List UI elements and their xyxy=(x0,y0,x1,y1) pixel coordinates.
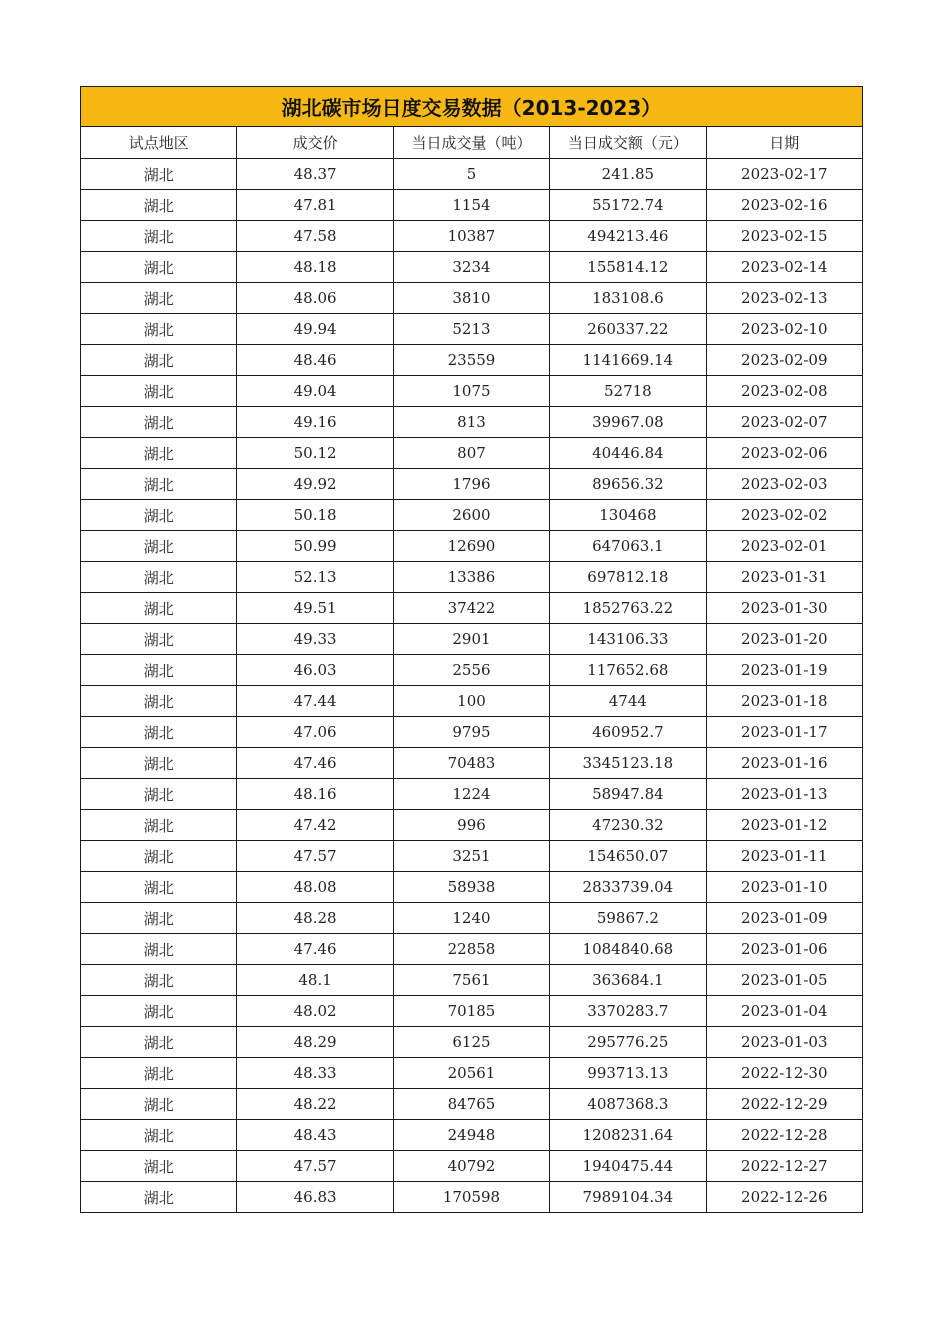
cell-volume: 23559 xyxy=(393,345,549,376)
cell-turnover: 1208231.64 xyxy=(550,1120,706,1151)
cell-turnover: 241.85 xyxy=(550,159,706,190)
cell-volume: 70185 xyxy=(393,996,549,1027)
cell-volume: 2600 xyxy=(393,500,549,531)
cell-date: 2023-01-10 xyxy=(706,872,862,903)
cell-date: 2023-02-13 xyxy=(706,283,862,314)
cell-region: 湖北 xyxy=(81,1182,237,1213)
cell-region: 湖北 xyxy=(81,624,237,655)
table-row xyxy=(81,748,863,779)
cell-region: 湖北 xyxy=(81,934,237,965)
cell-price: 46.83 xyxy=(237,1182,393,1213)
cell-volume: 22858 xyxy=(393,934,549,965)
cell-date: 2023-01-05 xyxy=(706,965,862,996)
cell-turnover: 697812.18 xyxy=(550,562,706,593)
cell-price: 48.06 xyxy=(237,283,393,314)
cell-turnover: 363684.1 xyxy=(550,965,706,996)
cell-price: 49.51 xyxy=(237,593,393,624)
cell-region: 湖北 xyxy=(81,438,237,469)
cell-volume: 10387 xyxy=(393,221,549,252)
table-row xyxy=(81,903,863,934)
cell-volume: 20561 xyxy=(393,1058,549,1089)
cell-turnover: 39967.08 xyxy=(550,407,706,438)
cell-region: 湖北 xyxy=(81,1089,237,1120)
table-row xyxy=(81,996,863,1027)
cell-turnover: 295776.25 xyxy=(550,1027,706,1058)
table-row xyxy=(81,717,863,748)
table-row xyxy=(81,438,863,469)
cell-price: 49.94 xyxy=(237,314,393,345)
cell-date: 2022-12-30 xyxy=(706,1058,862,1089)
cell-volume: 84765 xyxy=(393,1089,549,1120)
cell-volume: 170598 xyxy=(393,1182,549,1213)
cell-price: 48.37 xyxy=(237,159,393,190)
cell-volume: 1224 xyxy=(393,779,549,810)
cell-price: 48.02 xyxy=(237,996,393,1027)
table-row xyxy=(81,531,863,562)
cell-date: 2023-02-07 xyxy=(706,407,862,438)
table-row xyxy=(81,500,863,531)
cell-region: 湖北 xyxy=(81,1120,237,1151)
cell-volume: 37422 xyxy=(393,593,549,624)
cell-date: 2023-02-16 xyxy=(706,190,862,221)
table-row xyxy=(81,345,863,376)
cell-region: 湖北 xyxy=(81,1058,237,1089)
cell-volume: 1240 xyxy=(393,903,549,934)
cell-date: 2022-12-26 xyxy=(706,1182,862,1213)
cell-price: 48.18 xyxy=(237,252,393,283)
cell-region: 湖北 xyxy=(81,407,237,438)
cell-turnover: 3345123.18 xyxy=(550,748,706,779)
cell-turnover: 647063.1 xyxy=(550,531,706,562)
cell-turnover: 40446.84 xyxy=(550,438,706,469)
cell-date: 2023-02-17 xyxy=(706,159,862,190)
cell-date: 2023-01-17 xyxy=(706,717,862,748)
cell-price: 47.58 xyxy=(237,221,393,252)
table-row xyxy=(81,686,863,717)
cell-date: 2022-12-27 xyxy=(706,1151,862,1182)
cell-date: 2023-01-04 xyxy=(706,996,862,1027)
header-volume: 当日成交量（吨） xyxy=(393,127,549,159)
cell-date: 2023-02-03 xyxy=(706,469,862,500)
cell-region: 湖北 xyxy=(81,686,237,717)
cell-turnover: 47230.32 xyxy=(550,810,706,841)
table-row xyxy=(81,1120,863,1151)
cell-price: 46.03 xyxy=(237,655,393,686)
cell-turnover: 89656.32 xyxy=(550,469,706,500)
cell-price: 48.22 xyxy=(237,1089,393,1120)
cell-turnover: 2833739.04 xyxy=(550,872,706,903)
cell-region: 湖北 xyxy=(81,500,237,531)
cell-region: 湖北 xyxy=(81,562,237,593)
table-row xyxy=(81,1182,863,1213)
cell-date: 2023-02-01 xyxy=(706,531,862,562)
cell-price: 50.99 xyxy=(237,531,393,562)
cell-turnover: 155814.12 xyxy=(550,252,706,283)
cell-volume: 40792 xyxy=(393,1151,549,1182)
cell-price: 48.29 xyxy=(237,1027,393,1058)
cell-region: 湖北 xyxy=(81,531,237,562)
trade-data-table xyxy=(80,126,863,1213)
cell-turnover: 993713.13 xyxy=(550,1058,706,1089)
sheet-title: 湖北碳市场日度交易数据（2013-2023） xyxy=(80,86,863,126)
cell-region: 湖北 xyxy=(81,996,237,1027)
cell-volume: 1075 xyxy=(393,376,549,407)
cell-region: 湖北 xyxy=(81,283,237,314)
cell-price: 48.16 xyxy=(237,779,393,810)
cell-date: 2023-02-08 xyxy=(706,376,862,407)
table-row xyxy=(81,469,863,500)
cell-date: 2023-01-06 xyxy=(706,934,862,965)
cell-price: 49.04 xyxy=(237,376,393,407)
cell-region: 湖北 xyxy=(81,717,237,748)
cell-price: 49.92 xyxy=(237,469,393,500)
cell-volume: 9795 xyxy=(393,717,549,748)
cell-turnover: 494213.46 xyxy=(550,221,706,252)
cell-volume: 7561 xyxy=(393,965,549,996)
cell-date: 2023-01-16 xyxy=(706,748,862,779)
cell-region: 湖北 xyxy=(81,872,237,903)
cell-volume: 2556 xyxy=(393,655,549,686)
cell-volume: 12690 xyxy=(393,531,549,562)
cell-date: 2023-01-18 xyxy=(706,686,862,717)
cell-volume: 100 xyxy=(393,686,549,717)
cell-price: 47.42 xyxy=(237,810,393,841)
table-row xyxy=(81,283,863,314)
cell-region: 湖北 xyxy=(81,252,237,283)
cell-region: 湖北 xyxy=(81,841,237,872)
header-region: 试点地区 xyxy=(81,127,237,159)
cell-volume: 13386 xyxy=(393,562,549,593)
cell-volume: 3234 xyxy=(393,252,549,283)
cell-date: 2023-01-20 xyxy=(706,624,862,655)
cell-date: 2023-02-02 xyxy=(706,500,862,531)
cell-turnover: 460952.7 xyxy=(550,717,706,748)
table-row xyxy=(81,190,863,221)
table-row xyxy=(81,1058,863,1089)
cell-volume: 813 xyxy=(393,407,549,438)
cell-volume: 70483 xyxy=(393,748,549,779)
cell-date: 2022-12-29 xyxy=(706,1089,862,1120)
cell-price: 48.28 xyxy=(237,903,393,934)
cell-turnover: 4087368.3 xyxy=(550,1089,706,1120)
table-row xyxy=(81,841,863,872)
cell-volume: 3251 xyxy=(393,841,549,872)
cell-date: 2023-02-14 xyxy=(706,252,862,283)
table-body xyxy=(81,159,863,1213)
table-row xyxy=(81,314,863,345)
table-row xyxy=(81,1089,863,1120)
cell-region: 湖北 xyxy=(81,748,237,779)
cell-region: 湖北 xyxy=(81,345,237,376)
table-row xyxy=(81,810,863,841)
header-turnover: 当日成交额（元） xyxy=(550,127,706,159)
cell-turnover: 117652.68 xyxy=(550,655,706,686)
cell-date: 2023-02-15 xyxy=(706,221,862,252)
cell-turnover: 143106.33 xyxy=(550,624,706,655)
cell-turnover: 4744 xyxy=(550,686,706,717)
cell-turnover: 130468 xyxy=(550,500,706,531)
cell-price: 47.06 xyxy=(237,717,393,748)
cell-region: 湖北 xyxy=(81,593,237,624)
cell-price: 48.46 xyxy=(237,345,393,376)
table-row xyxy=(81,655,863,686)
cell-volume: 58938 xyxy=(393,872,549,903)
table-row xyxy=(81,562,863,593)
cell-date: 2023-02-10 xyxy=(706,314,862,345)
table-row xyxy=(81,1151,863,1182)
cell-date: 2023-02-09 xyxy=(706,345,862,376)
cell-date: 2023-01-30 xyxy=(706,593,862,624)
cell-volume: 1796 xyxy=(393,469,549,500)
cell-price: 50.18 xyxy=(237,500,393,531)
table-row xyxy=(81,407,863,438)
cell-price: 47.44 xyxy=(237,686,393,717)
cell-volume: 5213 xyxy=(393,314,549,345)
cell-volume: 5 xyxy=(393,159,549,190)
cell-price: 49.16 xyxy=(237,407,393,438)
cell-date: 2023-01-12 xyxy=(706,810,862,841)
cell-price: 47.46 xyxy=(237,748,393,779)
cell-volume: 6125 xyxy=(393,1027,549,1058)
cell-date: 2023-02-06 xyxy=(706,438,862,469)
cell-region: 湖北 xyxy=(81,779,237,810)
cell-price: 47.57 xyxy=(237,1151,393,1182)
table-row xyxy=(81,1027,863,1058)
cell-turnover: 183108.6 xyxy=(550,283,706,314)
cell-volume: 24948 xyxy=(393,1120,549,1151)
cell-price: 47.57 xyxy=(237,841,393,872)
cell-turnover: 58947.84 xyxy=(550,779,706,810)
cell-price: 48.33 xyxy=(237,1058,393,1089)
cell-region: 湖北 xyxy=(81,903,237,934)
table-row xyxy=(81,593,863,624)
cell-turnover: 3370283.7 xyxy=(550,996,706,1027)
cell-region: 湖北 xyxy=(81,159,237,190)
cell-turnover: 7989104.34 xyxy=(550,1182,706,1213)
cell-region: 湖北 xyxy=(81,314,237,345)
cell-price: 47.46 xyxy=(237,934,393,965)
cell-date: 2023-01-13 xyxy=(706,779,862,810)
cell-region: 湖北 xyxy=(81,655,237,686)
cell-turnover: 1852763.22 xyxy=(550,593,706,624)
cell-turnover: 1940475.44 xyxy=(550,1151,706,1182)
cell-turnover: 52718 xyxy=(550,376,706,407)
cell-price: 47.81 xyxy=(237,190,393,221)
table-row xyxy=(81,221,863,252)
cell-region: 湖北 xyxy=(81,469,237,500)
cell-price: 49.33 xyxy=(237,624,393,655)
spreadsheet xyxy=(80,86,863,1213)
cell-date: 2023-01-11 xyxy=(706,841,862,872)
cell-volume: 3810 xyxy=(393,283,549,314)
table-row xyxy=(81,965,863,996)
header-row xyxy=(81,127,863,159)
cell-price: 48.43 xyxy=(237,1120,393,1151)
cell-region: 湖北 xyxy=(81,1027,237,1058)
cell-price: 48.08 xyxy=(237,872,393,903)
cell-region: 湖北 xyxy=(81,221,237,252)
cell-region: 湖北 xyxy=(81,1151,237,1182)
cell-volume: 996 xyxy=(393,810,549,841)
cell-volume: 1154 xyxy=(393,190,549,221)
table-row xyxy=(81,376,863,407)
cell-price: 50.12 xyxy=(237,438,393,469)
table-row xyxy=(81,252,863,283)
cell-turnover: 260337.22 xyxy=(550,314,706,345)
cell-date: 2023-01-03 xyxy=(706,1027,862,1058)
cell-turnover: 59867.2 xyxy=(550,903,706,934)
table-row xyxy=(81,624,863,655)
table-row xyxy=(81,159,863,190)
header-price: 成交价 xyxy=(237,127,393,159)
cell-turnover: 1084840.68 xyxy=(550,934,706,965)
cell-volume: 807 xyxy=(393,438,549,469)
cell-date: 2023-01-19 xyxy=(706,655,862,686)
cell-date: 2023-01-09 xyxy=(706,903,862,934)
cell-region: 湖北 xyxy=(81,965,237,996)
cell-price: 52.13 xyxy=(237,562,393,593)
cell-turnover: 55172.74 xyxy=(550,190,706,221)
cell-date: 2022-12-28 xyxy=(706,1120,862,1151)
table-row xyxy=(81,779,863,810)
header-date: 日期 xyxy=(706,127,862,159)
cell-turnover: 1141669.14 xyxy=(550,345,706,376)
cell-turnover: 154650.07 xyxy=(550,841,706,872)
cell-region: 湖北 xyxy=(81,190,237,221)
cell-region: 湖北 xyxy=(81,810,237,841)
cell-price: 48.1 xyxy=(237,965,393,996)
cell-date: 2023-01-31 xyxy=(706,562,862,593)
cell-volume: 2901 xyxy=(393,624,549,655)
table-row xyxy=(81,872,863,903)
table-row xyxy=(81,934,863,965)
cell-region: 湖北 xyxy=(81,376,237,407)
